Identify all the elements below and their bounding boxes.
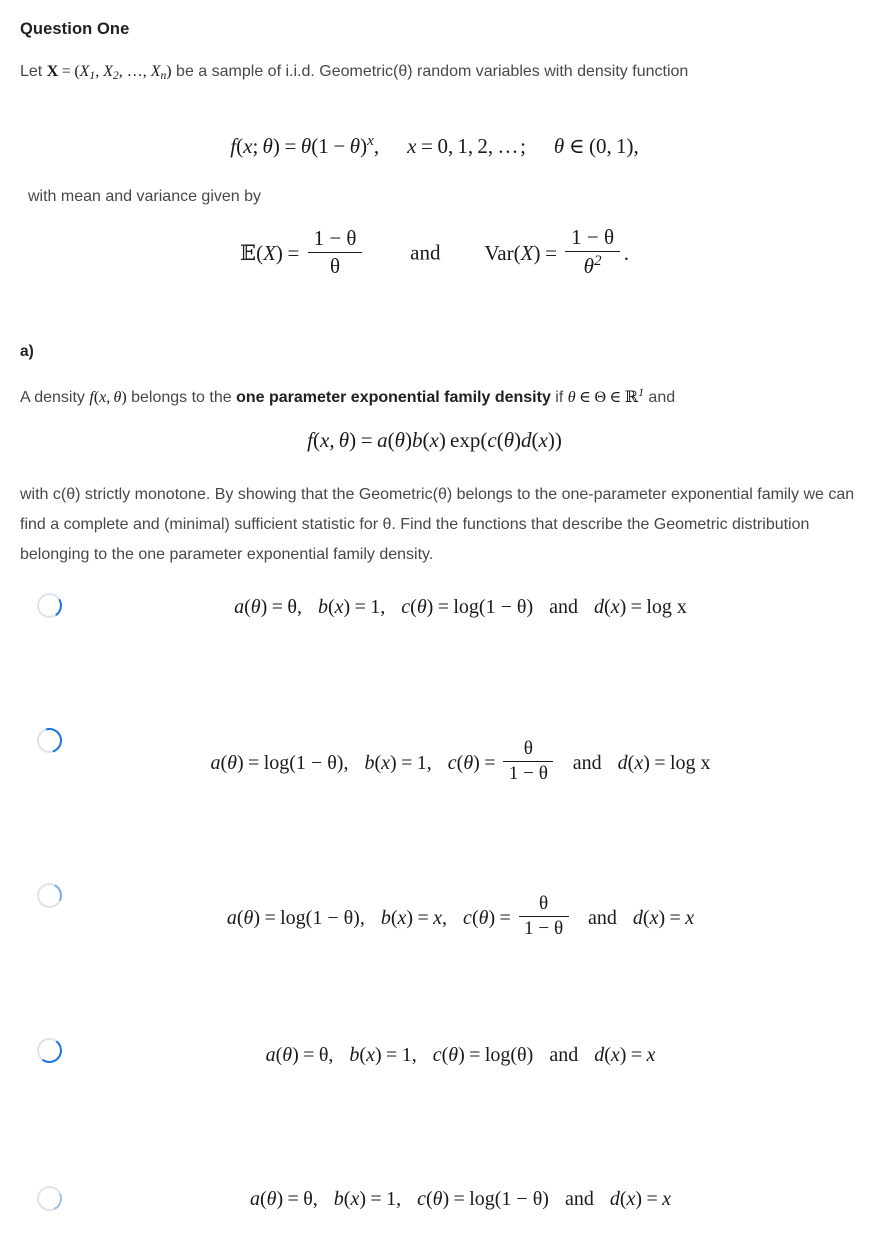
answer-option-1-math: a(θ) = log(1 − θ), b(x) = 1, c(θ) = $\frac{\theta}{1 - \theta}$ and d(x) = log x <box>210 737 711 785</box>
opt4-b-value: 1 <box>386 1188 397 1210</box>
radio-button-option-0[interactable] <box>37 593 62 618</box>
answer-option[interactable] <box>0 1027 869 1097</box>
intro-mid: be a sample of i.i.d. Geometric(θ) random variables with density function <box>171 63 689 80</box>
expfam-fxtheta-math: f(x, θ) <box>89 388 127 406</box>
answer-option-4-math: a(θ) = θ, b(x) = 1, c(θ) = log(1 − θ) and d(x) = x <box>249 1188 672 1210</box>
opt0-b-value: 1 <box>370 596 381 618</box>
opt4-and-word: and <box>564 1188 594 1210</box>
intro-paragraph <box>20 57 850 91</box>
opt3-c-value: log(θ) <box>484 1044 534 1066</box>
meanvar-and-word: and <box>410 240 441 265</box>
opt4-a-value: θ <box>303 1188 313 1210</box>
variance-expression: Var(X) = $\frac{1 - \theta}{\theta^2}$ . <box>484 225 629 279</box>
opt2-d-value: x <box>685 906 695 929</box>
answer-option-0-math: a(θ) = θ, b(x) = 1, c(θ) = log(1 − θ) and d(x) = log x <box>234 596 687 618</box>
opt1-c-numerator: θ <box>503 738 553 763</box>
opt1-b-value: 1 <box>416 751 427 774</box>
mean-expression: 𝔼(X) = $\frac{1 - \theta}{\theta}$ <box>240 241 366 265</box>
expfam-lead-prefix: A density <box>20 388 90 406</box>
opt4-d-value: x <box>662 1188 672 1210</box>
mean-numerator: 1 − θ <box>308 226 363 253</box>
radio-button-option-3[interactable] <box>37 1038 62 1063</box>
page-title: Question One <box>20 20 130 38</box>
opt2-c-numerator: θ <box>519 893 569 918</box>
opt1-and-word: and <box>572 751 602 774</box>
variance-denominator: $\theta^2$ <box>583 253 602 279</box>
meanvar-formula <box>0 225 869 281</box>
radio-button-option-1[interactable] <box>37 728 62 753</box>
spinner-arc-icon <box>34 880 66 912</box>
opt2-c-denominator: 1 − θ <box>524 918 564 940</box>
expfam-lead-and: and <box>643 388 676 406</box>
opt3-a-value: θ <box>318 1044 329 1066</box>
expfam-lead-paragraph <box>20 378 860 413</box>
opt0-a-value: θ <box>287 596 297 618</box>
opt3-and-word: and <box>549 1044 579 1066</box>
part-label: a) <box>20 343 34 360</box>
expfam-lead-bold: one parameter exponential family density <box>236 388 551 406</box>
expfam-lead-mid: belongs to the <box>126 388 237 406</box>
answer-option[interactable] <box>0 877 869 947</box>
spinner-arc-icon <box>35 1036 63 1064</box>
opt2-a-value: log(1 − θ) <box>280 906 360 929</box>
variance-numerator: 1 − θ <box>565 225 620 252</box>
radio-button-option-2[interactable] <box>37 883 62 908</box>
expfam-lead-if: if <box>550 388 568 406</box>
expfam-formula-math: f(x, θ) = a(θ)b(x) exp(c(θ)d(x)) <box>307 428 562 452</box>
mean-denominator: θ <box>330 253 341 278</box>
opt2-b-value: x <box>433 906 443 929</box>
spinner-arc-icon <box>35 591 65 621</box>
answer-option-2-math: a(θ) = log(1 − θ), b(x) = x, c(θ) = $\frac{\theta}{1 - \theta}$ and d(x) = x <box>226 892 695 940</box>
intro-sample-math: X = (X1, X2, …, Xn) <box>46 63 172 82</box>
opt2-and-word: and <box>588 906 617 929</box>
opt0-d-value: log x <box>646 596 687 618</box>
answer-option[interactable] <box>0 1171 869 1241</box>
opt3-d-value: x <box>646 1044 656 1066</box>
answer-option[interactable] <box>0 722 869 792</box>
opt1-a-value: log(1 − θ) <box>263 751 344 774</box>
expfam-formula <box>0 428 869 453</box>
opt3-b-value: 1 <box>401 1044 412 1066</box>
answer-option[interactable] <box>0 578 869 648</box>
radio-button-option-4[interactable] <box>37 1186 62 1211</box>
expfam-tail-paragraph: with c(θ) strictly monotone. By showing that the Geometric(θ) belongs to the one-parameter exponential family we can find a complete and (minimal) sufficient statistic for θ. Find the functions that describe the Geometric distribution belonging to the one parameter exponential family density. <box>20 486 855 563</box>
density-formula-math: f(x; $\theta) = \theta(1 - \theta)^x$, x = 0, 1, 2, … ; θ ∈ (0, 1), <box>230 133 639 158</box>
meanvar-lead-text: with mean and variance given by <box>28 188 262 205</box>
answer-option-3-math: a(θ) = θ, b(x) = 1, c(θ) = log(θ) and d(x) = x <box>265 1044 656 1066</box>
opt0-c-value: log(1 − θ) <box>453 596 534 618</box>
opt1-d-value: log x <box>669 751 711 774</box>
opt1-c-denominator: 1 − θ <box>508 763 548 785</box>
spinner-arc-icon <box>33 1182 65 1214</box>
density-formula <box>0 133 869 159</box>
opt0-and-word: and <box>549 596 579 618</box>
opt4-c-value: log(1 − θ) <box>469 1188 549 1210</box>
intro-prefix: Let <box>20 63 47 80</box>
theta-domain-math: θ ∈ Θ ∈ ℝ$^1$ <box>567 386 644 406</box>
